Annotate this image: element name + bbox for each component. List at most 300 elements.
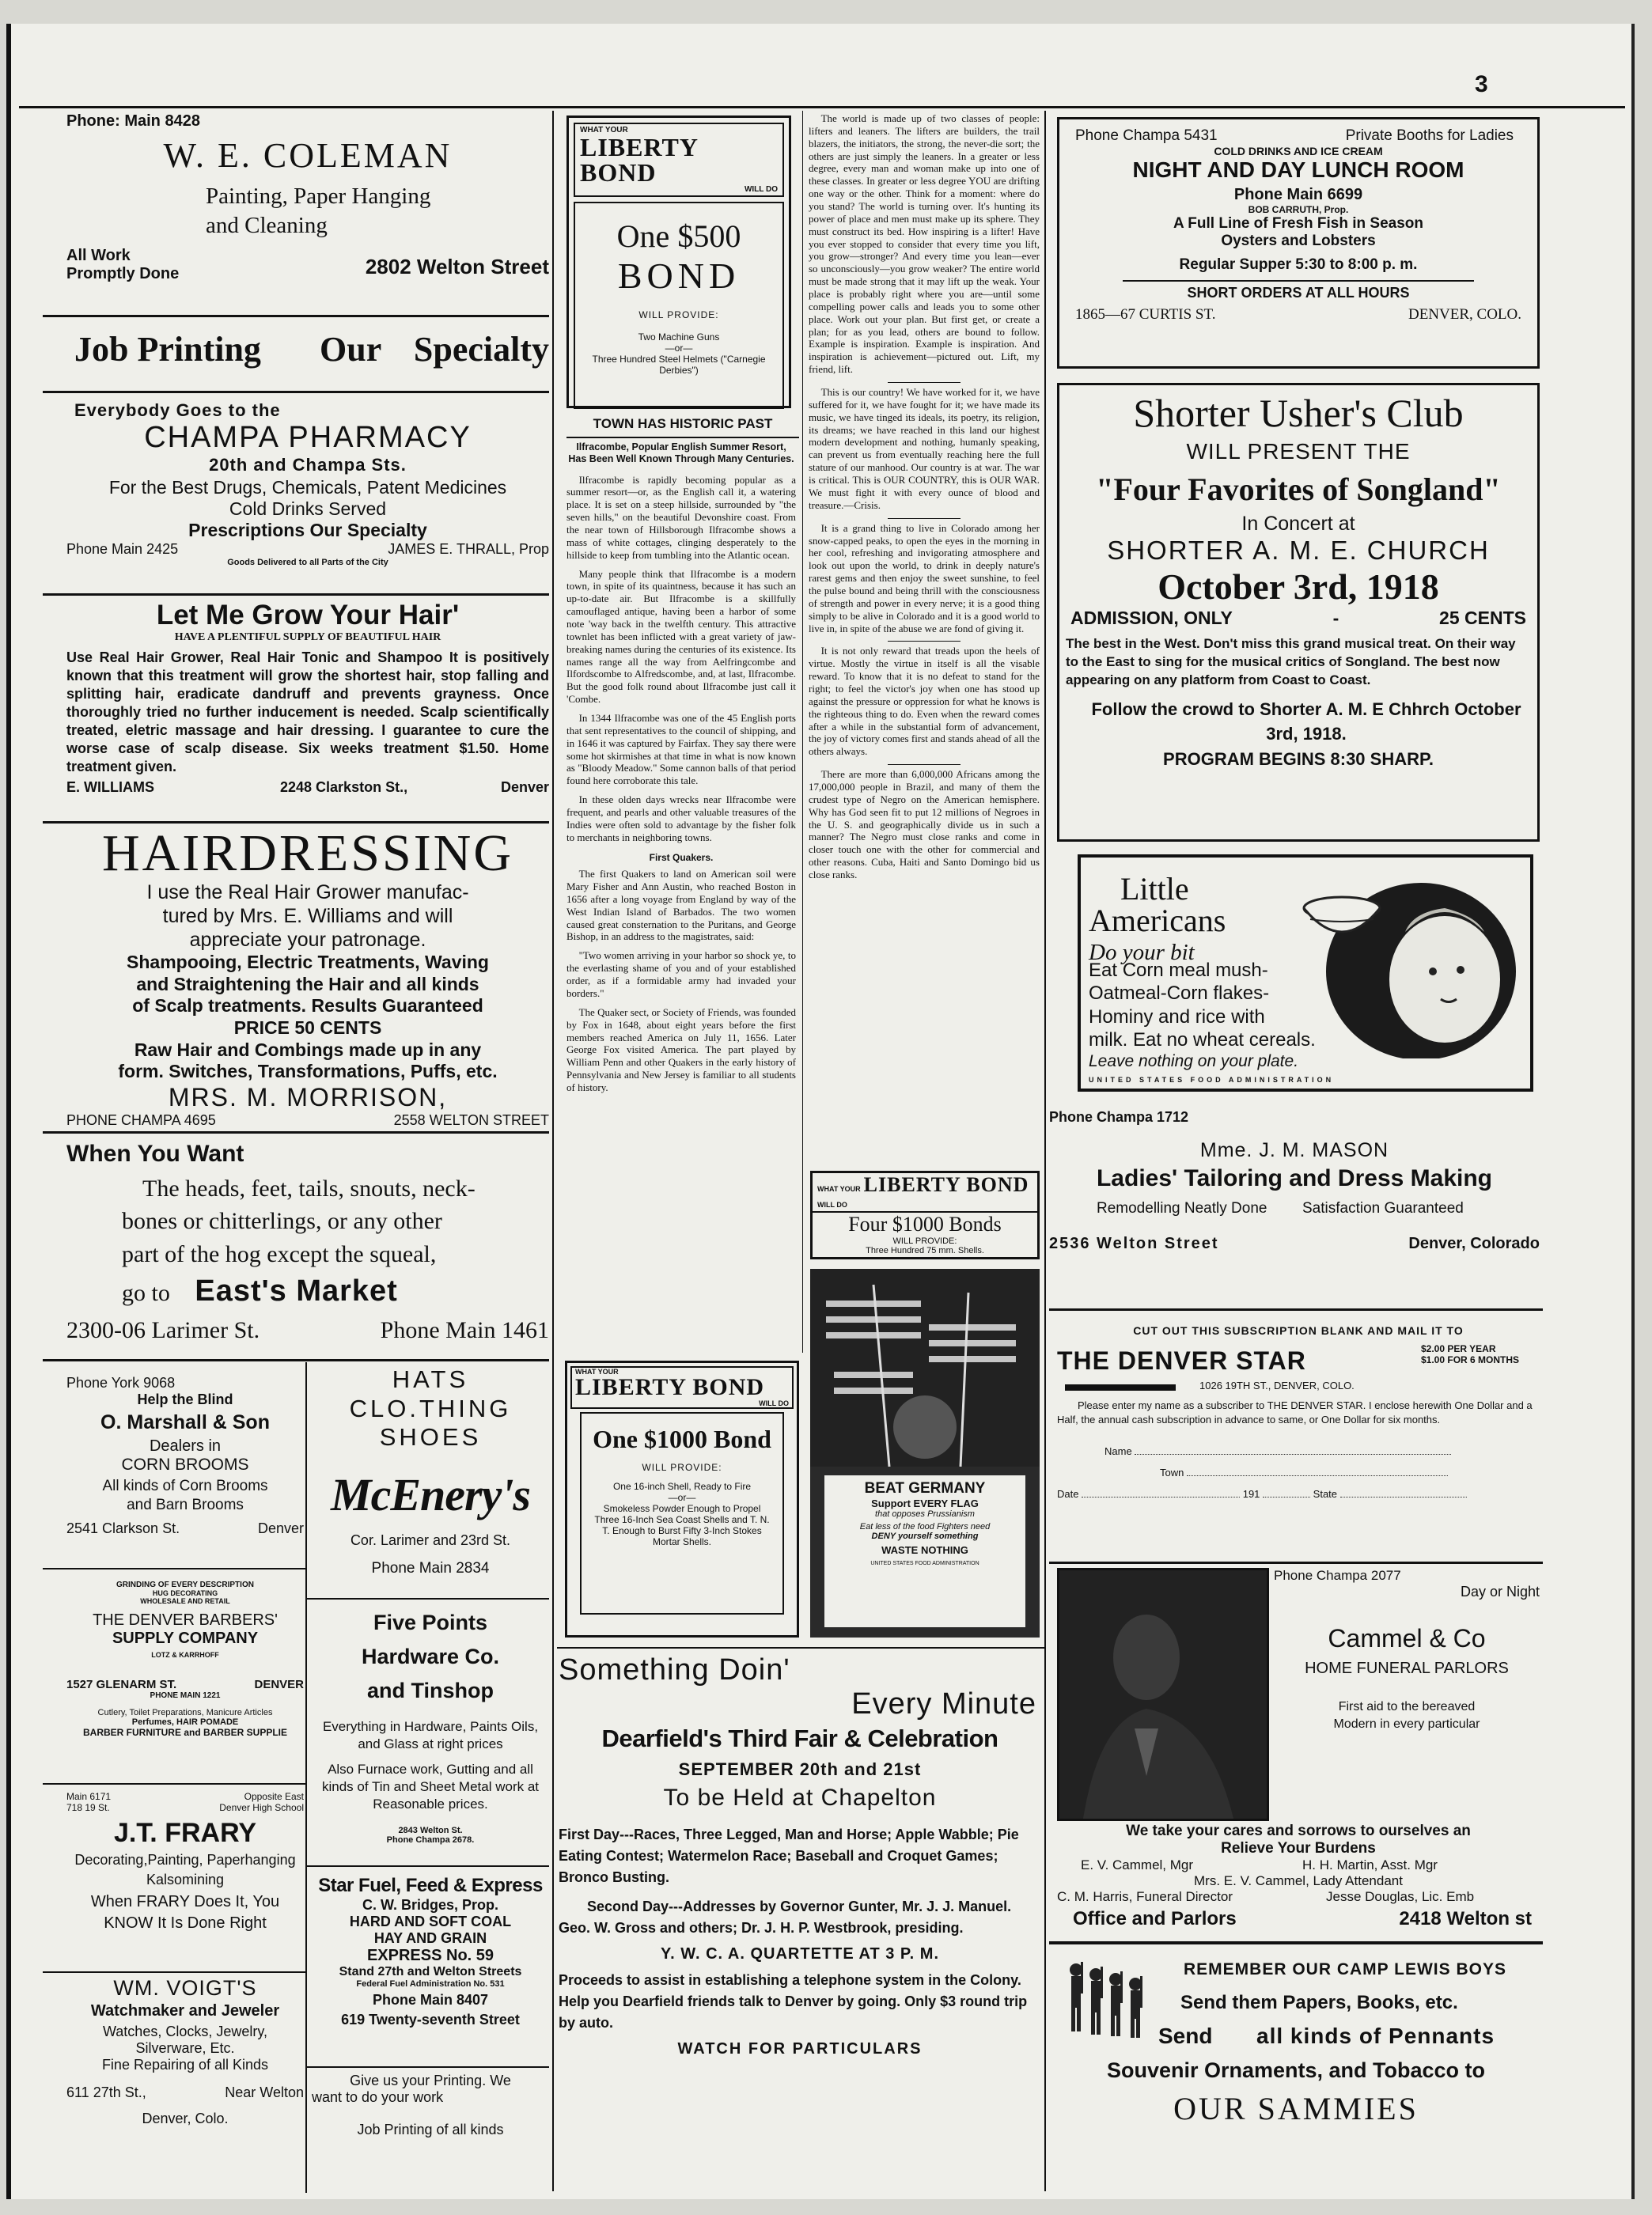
barbers-small4: LOTZ & KARRHOFF xyxy=(151,1651,219,1659)
star-fuel-ad xyxy=(312,1875,549,2065)
lunch-city: DENVER, COLO. xyxy=(1408,306,1521,323)
town-p5: The first Quakers to land on American soil were Mary Fisher and Ann Austin, who reached Boston in 1656 after a long voyage from England by way of the West Indian Island of Barbados. The two women caused great consternation to the Puritans, and George Bishop, in an address to the magistrates, said: xyxy=(566,868,796,943)
printing-ad-bottom xyxy=(312,2073,549,2152)
cammel-parlors: HOME FUNERAL PARLORS xyxy=(1305,1660,1509,1677)
hairdressing-title: HAIRDRESSING xyxy=(101,824,514,882)
editorial-sep1 xyxy=(888,382,961,383)
easts-line3: part of the hog except the squeal, xyxy=(122,1240,437,1267)
bond1-item2: Smokeless Powder Enough to Propel Three 16-Inch Sea Coast Shells and T. N. T. Enough to Burst Fifty 3-Inch Stokes Mortar Shells. xyxy=(594,1503,770,1547)
subscription-price2: $1.00 FOR 6 MONTHS xyxy=(1421,1354,1520,1365)
frary-right2: Denver High School xyxy=(219,1802,304,1813)
barbers-name1: THE DENVER BARBERS' xyxy=(93,1611,278,1629)
subscription-cut: CUT OUT THIS SUBSCRIPTION BLANK AND MAIL IT TO xyxy=(1133,1324,1464,1337)
cammel-staff1b: H. H. Martin, Asst. Mgr xyxy=(1302,1857,1438,1872)
job-printing-w1: Job Printing xyxy=(74,330,261,369)
rule-r3 xyxy=(307,2066,549,2068)
barbers-small3: WHOLESALE AND RETAIL xyxy=(140,1597,230,1605)
mcenery-address: Cor. Larimer and 23rd St. xyxy=(350,1532,511,1548)
lunch-supper: Regular Supper 5:30 to 8:00 p. m. xyxy=(1179,256,1418,273)
usher-concert: In Concert at xyxy=(1241,513,1355,535)
printing-l3: Job Printing of all kinds xyxy=(357,2122,504,2137)
rule-r-sub xyxy=(1049,1562,1543,1564)
lunch-address: 1865—67 CURTIS ST. xyxy=(1075,306,1216,323)
coleman-left2: Promptly Done xyxy=(66,265,180,282)
five-points-b2: Also Furnace work, Gutting and all kinds of Tin and Sheet Metal work at Reasonable prices. xyxy=(321,1761,540,1812)
cammel-aid2: Modern in every particular xyxy=(1333,1717,1480,1731)
bond4-item: Three Hundred 75 mm. Shells. xyxy=(866,1246,984,1255)
lunch-rule xyxy=(1123,280,1474,282)
fair-ywca: Y. W. C. A. QUARTETTE AT 3 P. M. xyxy=(660,1945,940,1963)
fair-day2: Second Day---Addresses by Governor Gunter, Mr. J. J. Manuel. Geo. W. Gross and others; Dr. J. H. P. Westbrook, presiding. xyxy=(559,1899,1012,1936)
coleman-phone: Phone: Main 8428 xyxy=(66,112,200,130)
liberty-bond-500-ad xyxy=(566,115,791,408)
lunch-drinks: COLD DRINKS AND ICE CREAM xyxy=(1214,145,1383,157)
usher-dash: - xyxy=(1332,608,1339,628)
bond4-provide: WILL PROVIDE: xyxy=(892,1236,957,1246)
americans-l1: Little xyxy=(1120,871,1189,907)
subscription-town-field[interactable] xyxy=(1187,1475,1448,1476)
bond1-amount: One $1000 Bond xyxy=(593,1425,771,1453)
frary-line2: Kalsomining xyxy=(146,1872,225,1887)
coleman-ad xyxy=(66,112,549,309)
camp-lewis-ad xyxy=(1049,1949,1543,2147)
barbers-small2: HUG DECORATING xyxy=(152,1589,218,1597)
five-points-phone: Phone Champa 2678. xyxy=(386,1835,475,1846)
camp-lewis-l2: Send them Papers, Books, etc. xyxy=(1180,1992,1458,2013)
lunch-fish: A Full Line of Fresh Fish in Season xyxy=(1173,215,1423,232)
marshall-phone: Phone York 9068 xyxy=(66,1375,176,1391)
lunch-phone1: Phone Champa 5431 xyxy=(1075,127,1218,144)
bond500-item2: Three Hundred Steel Helmets ("Carnegie Derbies") xyxy=(592,354,766,376)
usher-club-ad xyxy=(1057,383,1540,842)
easts-phone: Phone Main 1461 xyxy=(380,1316,549,1343)
fair-top-rule xyxy=(557,1647,1044,1649)
editorial-column xyxy=(809,112,1040,888)
child-with-bowl-illustration xyxy=(1279,861,1532,1058)
marshall-product: CORN BROOMS xyxy=(121,1456,249,1474)
mason-trade: Ladies' Tailoring and Dress Making xyxy=(1096,1165,1493,1191)
voigt-l3: Fine Repairing of all Kinds xyxy=(101,2057,269,2073)
voigt-address: 611 27th St., xyxy=(66,2084,146,2100)
subscription-year: 191 xyxy=(1242,1488,1260,1501)
easts-line2: bones or chitterlings, or any other xyxy=(122,1208,442,1235)
hairdressing-price: PRICE 50 CENTS xyxy=(233,1017,382,1039)
frary-right1: Opposite East xyxy=(244,1791,304,1802)
subscription-town-label: Town xyxy=(1160,1467,1184,1479)
americans-l6: Hominy and rice with xyxy=(1089,1005,1265,1028)
star-fuel-address: 619 Twenty-seventh Street xyxy=(341,2012,520,2028)
americans-l2: Americans xyxy=(1089,903,1226,938)
hair-grow-body: Use Real Hair Grower, Real Hair Tonic and Shampoo It is positively known that this treatment will grow the shortest hair, stop falling and splitting hair, eradicate dandruff and prevents grayness. Once thoroughly tried no further inducement is needed. Scalp scientifically treated, eletric massage and hair dressing. I guarantee to cure the worse case of scalp disease. Six weeks treatment $1.50. Home treatment given. xyxy=(66,649,549,775)
town-headline: TOWN HAS HISTORIC PAST xyxy=(593,416,773,431)
star-fuel-prop: C. W. Bridges, Prop. xyxy=(362,1897,499,1913)
coleman-name: W. E. COLEMAN xyxy=(163,136,453,175)
easts-market-ad xyxy=(66,1141,549,1354)
champa-proprietor: JAMES E. THRALL, Prop xyxy=(388,541,549,557)
liberty-bond-1000-ad xyxy=(565,1361,799,1638)
bond500-willdo: WILL DO xyxy=(744,185,778,194)
hair-grow-city: Denver xyxy=(500,779,549,796)
frary-name: J.T. FRARY xyxy=(113,1818,257,1848)
lunch-name: NIGHT AND DAY LUNCH ROOM xyxy=(1132,157,1464,182)
frary-left-phone: Main 6171 xyxy=(66,1791,112,1802)
beat-germany-poster xyxy=(810,1269,1040,1638)
hairdressing-name: MRS. M. MORRISON, xyxy=(168,1082,448,1111)
portrait-photo xyxy=(1059,1570,1267,1819)
cammel-name: Cammel & Co xyxy=(1328,1624,1486,1653)
subscription-name-label: Name xyxy=(1104,1445,1132,1458)
fair-proceeds: Proceeds to assist in establishing a telephone system in the Colony. Help you Dearfield friends talk to Denver by going. Only $3 round trip by auto. xyxy=(559,1972,1028,2031)
hairdressing-line2: tured by Mrs. E. Williams and will xyxy=(162,905,453,928)
town-p4: In these olden days wrecks near Ilfracombe were frequent, and pearls and other valuable treasures of the Indies were often sold to advantage by the fisher folk to merchants in neighboring towns. xyxy=(566,793,796,843)
marshall-ad xyxy=(66,1375,304,1565)
usher-church: SHORTER A. M. E. CHURCH xyxy=(1107,536,1490,565)
voigt-city: Denver, Colo. xyxy=(142,2111,229,2126)
barbers-phone: PHONE MAIN 1221 xyxy=(150,1691,221,1700)
mason-city: Denver, Colorado xyxy=(1408,1235,1540,1252)
mason-name: Mme. J. M. MASON xyxy=(1199,1139,1389,1161)
camp-lewis-l5: Souvenir Ornaments, and Tobacco to xyxy=(1106,2058,1486,2082)
hats-line1: HATS xyxy=(392,1365,469,1393)
frary-line3: When FRARY Does It, You xyxy=(90,1893,280,1910)
subscription-paper: THE DENVER STAR xyxy=(1057,1346,1306,1375)
barbers-supply-ad xyxy=(66,1581,304,1778)
marching-soldiers-illustration xyxy=(1060,1954,1147,2041)
fair-l2: Every Minute xyxy=(851,1687,1036,1721)
usher-follow: Follow the crowd to Shorter A. M. E Chhrch October 3rd, 1918. xyxy=(1091,699,1521,744)
marshall-dealers: Dealers in xyxy=(149,1437,222,1455)
town-p1: Ilfracombe is rapidly becoming popular as a summer resort—or, as the English call it, a watering place. It is set on a steep hillside, surrounded by "the seven hills," on the beautiful Devonshire coast. From the near town of Hillsborough Ilfracombe shows a mass of white cottages, clinging desperately to the hillside to keep from tumbling into the Atlantic ocean. xyxy=(566,473,796,561)
barbers-l1: Cutlery, Toilet Preparations, Manicure Articles xyxy=(97,1708,273,1717)
fair-place: To be Held at Chapelton xyxy=(663,1785,937,1811)
editorial-sep3 xyxy=(888,641,961,642)
hair-grower-ad xyxy=(66,600,549,813)
rule-l8 xyxy=(43,1783,305,1785)
cammel-staff1a: E. V. Cammel, Mgr xyxy=(1081,1857,1194,1872)
usher-body: The best in the West. Don't miss this grand musical treat. On their way to the East to sing for the musical critics of Songland. The best now appearing on any platform from Coast to Coast. xyxy=(1066,636,1516,687)
americans-l4: Eat Corn meal mush- xyxy=(1089,960,1268,981)
five-points-b1: Everything in Hardware, Paints Oils, and Glass at right prices xyxy=(322,1718,539,1751)
marshall-name: O. Marshall & Son xyxy=(100,1411,270,1433)
star-fuel-phone: Phone Main 8407 xyxy=(372,1992,489,2008)
page-number: 3 xyxy=(1475,71,1488,97)
bond500-amount: One $500 xyxy=(616,218,741,254)
rule-r1 xyxy=(307,1598,549,1600)
column-divider-1 xyxy=(552,111,554,2191)
frary-left-address: 718 19 St. xyxy=(66,1802,110,1813)
rule-l2 xyxy=(43,391,549,393)
cammel-hours: Day or Night xyxy=(1460,1584,1540,1600)
lunch-phone2: Phone Main 6699 xyxy=(1233,186,1363,203)
hairdressing-line1: I use the Real Hair Grower manufac- xyxy=(146,881,469,904)
barbers-l2: Perfumes, HAIR POMADE xyxy=(131,1717,239,1727)
lunch-room-ad xyxy=(1057,117,1540,369)
editorial-p5: There are more than 6,000,000 Africans among the 17,000,000 people in Brazil, and many of them the crudest type of Negro on the American hemisphere. Why has God seen fit to put 12 millions of Negroes in the U. S. and geographically divide us in such a manner? The Negro must close ranks and come in closer touch one with the other for commercial and other reasons. Cuba, Haiti and Santo Domingo bid us close ranks. xyxy=(809,768,1040,880)
champa-pharmacy-ad xyxy=(66,400,549,590)
five-points-l1: Five Points xyxy=(373,1611,488,1634)
job-printing-w2: Our xyxy=(320,330,382,369)
job-printing-banner xyxy=(74,329,549,384)
hairdressing-line7: Raw Hair and Combings made up in any xyxy=(134,1039,482,1060)
camp-lewis-l3: Send xyxy=(1158,2024,1213,2048)
barbers-city: DENVER xyxy=(254,1678,304,1691)
barbers-name2: SUPPLY COMPANY xyxy=(112,1630,259,1647)
bond4-header: WHAT YOUR xyxy=(817,1185,861,1193)
bond1-header: WHAT YOUR xyxy=(575,1368,619,1376)
hair-grow-title: Let Me Grow Your Hair' xyxy=(156,600,460,630)
mcenery-ad xyxy=(312,1365,549,1595)
subscription-date-label: Date xyxy=(1057,1488,1079,1501)
star-fuel-l1: HARD AND SOFT COAL xyxy=(349,1914,512,1929)
flags-illustration xyxy=(810,1269,1040,1467)
coleman-line1: Painting, Paper Hanging xyxy=(206,184,431,209)
mcenery-logo: McEnery's xyxy=(331,1468,530,1520)
star-fuel-l4: Stand 27th and Welton Streets xyxy=(339,1965,522,1978)
cammel-photo xyxy=(1057,1568,1269,1821)
hairdressing-line8: form. Switches, Transformations, Puffs, etc. xyxy=(118,1061,498,1082)
fair-title: Dearfield's Third Fair & Celebration xyxy=(601,1725,998,1752)
hairdressing-line6: of Scalp treatments. Results Guaranteed xyxy=(132,995,483,1017)
barbers-address: 1527 GLENARM ST. xyxy=(66,1678,177,1691)
bond500-liberty: LIBERTY BOND xyxy=(580,133,698,187)
marshall-help: Help the Blind xyxy=(137,1391,233,1407)
column-divider-2 xyxy=(1044,111,1046,2191)
star-fuel-l2: HAY AND GRAIN xyxy=(373,1930,487,1946)
frary-line1: Decorating,Painting, Paperhanging xyxy=(74,1852,296,1868)
coleman-address: 2802 Welton Street xyxy=(365,255,549,278)
editorial-sep4 xyxy=(888,764,961,765)
easts-heading: When You Want xyxy=(66,1141,244,1167)
bond4-liberty: LIBERTY BOND xyxy=(863,1173,1029,1196)
easts-goto: go to xyxy=(122,1280,170,1307)
rule-l1 xyxy=(43,315,549,317)
barbers-l3: BARBER FURNITURE and BARBER SUPPLIE xyxy=(82,1727,287,1738)
bond500-kind: BOND xyxy=(617,256,741,296)
town-article xyxy=(566,441,796,1100)
easts-address: 2300-06 Larimer St. xyxy=(66,1316,260,1343)
rule-l4 xyxy=(43,821,549,824)
americans-l5: Oatmeal-Corn flakes- xyxy=(1089,983,1270,1005)
lunch-prop: BOB CARRUTH, Prop. xyxy=(1248,204,1349,215)
camp-lewis-l4: all kinds of Pennants xyxy=(1256,2024,1495,2048)
hats-line3: SHOES xyxy=(379,1423,482,1452)
town-subhead2: First Quakers. xyxy=(649,851,714,863)
frary-line4: KNOW It Is Done Right xyxy=(104,1914,267,1932)
rule-r-mason xyxy=(1049,1308,1543,1311)
rule-r2 xyxy=(307,1865,549,1867)
editorial-p1: The world is made up of two classes of people: lifters and leaners. The lifters are builders, the trail blazers, the initiators, the strong, the never-die sort; the others are just simply the leaners. In a greater or less degree, every man and woman make up into one of these classes. In greater or less degree YOU are drifting one way or the other. Think for a moment: where do you stand? The world is turning over. It's hunting its power of place and men must make up its sphere. They must construct its bed. How inspiring is a lifter! Have you ever stopped to consider that every time you lift, you grow—stronger? And every time you lean—ever so unconsciously—you grow weaker? The entire world must be made strong that it may lift up the weak. Your place is probably right where you are—until some compelling power calls and leads you to some other place. Work out your plan. But first get, or create a plan; for as you lead, others are bound to follow. Example is inspiration. Example is inspiration. And inspiration is achievement—pictured out. Lift, my friend, lift. xyxy=(809,112,1040,376)
cammel-care2: Relieve Your Burdens xyxy=(1221,1840,1376,1857)
dearfield-fair-ad xyxy=(559,1653,1041,2160)
left-subcolumn-divider xyxy=(305,1362,307,2193)
subscription-masthead-bar xyxy=(1065,1384,1176,1391)
usher-show: "Four Favorites of Songland" xyxy=(1096,471,1501,507)
fair-dates: SEPTEMBER 20th and 21st xyxy=(678,1759,922,1779)
lunch-booths: Private Booths for Ladies xyxy=(1345,127,1514,144)
printing-l2: want to do your work xyxy=(312,2089,444,2105)
cammel-aid1: First aid to the bereaved xyxy=(1338,1700,1476,1713)
five-points-ad xyxy=(312,1606,549,1859)
hairdressing-line4: Shampooing, Electric Treatments, Waving xyxy=(127,952,489,973)
americans-footer: UNITED STATES FOOD ADMINISTRATION xyxy=(1089,1076,1335,1084)
marshall-city: Denver xyxy=(257,1520,304,1536)
voigt-l2: Silverware, Etc. xyxy=(135,2040,235,2056)
champa-line2: Cold Drinks Served xyxy=(229,498,387,519)
cammel-ad-text xyxy=(1274,1568,1540,1821)
bond500-header: WHAT YOUR xyxy=(580,126,628,134)
rule-l3 xyxy=(43,593,549,596)
town-p3: In 1344 Ilfracombe was one of the 45 English ports that sent representatives to the council of shipping, and in 1646 it was captured by Fairfax. They say there were some hot skirmishes at that time in what is now known as "Bloody Meadow." Some cannon balls of that period found here corroborate this tale. xyxy=(566,711,796,787)
mason-ad xyxy=(1049,1139,1540,1305)
usher-title: Shorter Usher's Club xyxy=(1133,391,1464,435)
mid-subcolumn-divider xyxy=(802,111,803,1353)
marshall-line2: and Barn Brooms xyxy=(127,1497,244,1513)
mcenery-phone: Phone Main 2834 xyxy=(371,1559,490,1577)
fair-l1: Something Doin' xyxy=(559,1653,790,1687)
editorial-p3: It is a grand thing to live in Colorado among her snow-capped peaks, to open the eyes in the morning in her cool, refreshing and invigorating atmosphere and look out upon the world, to drink in deeply nature's rarest gems and then enjoy the sweet sunshine, to feel the pulse bound and being thrill with the consciousness of strength and power in every nerve; it is a good thing simply to be alive in Colorado and it is a good world to live in, in spite of the abuse we are fond of giving it. xyxy=(809,521,1040,634)
marshall-line1: All kinds of Corn Brooms xyxy=(102,1478,268,1494)
fair-watch: WATCH FOR PARTICULARS xyxy=(677,2040,923,2058)
cammel-staff3a: C. M. Harris, Funeral Director xyxy=(1057,1889,1233,1904)
star-fuel-title: Star Fuel, Feed & Express xyxy=(318,1875,543,1896)
rule-l9 xyxy=(43,1971,305,1973)
hair-grow-subtitle: HAVE A PLENTIFUL SUPPLY OF BEAUTIFUL HAIR xyxy=(174,631,441,643)
poster-l4: Eat less of the food Fighters need xyxy=(859,1522,991,1532)
usher-date: October 3rd, 1918 xyxy=(1158,566,1439,607)
star-fuel-l5: Federal Fuel Administration No. 531 xyxy=(356,1979,505,1989)
editorial-p2: This is our country! We have worked for it, we have suffered for it, we have fought for it; we have made its music, we have tinged its ideals, its poetry, its religion, its dreams; we have reached in this land our highest modern development and nothing, humanly speaking, can prevent us from eventually reaching here the full stature of our manhood. Our country is at war. The war is critical. This is OUR COUNTRY, this is OUR WAR. We must fight it with every ounce of blood and treasure.—Crisis. xyxy=(809,386,1040,511)
cammel-address: 2418 Welton st xyxy=(1399,1908,1532,1929)
cammel-phone: Phone Champa 2077 xyxy=(1274,1568,1401,1583)
newspaper-page xyxy=(6,24,1635,2199)
voigt-name: WM. VOIGT'S xyxy=(113,1976,257,2000)
editorial-sep2 xyxy=(888,518,961,519)
cammel-staff3b: Jesse Douglas, Lic. Emb xyxy=(1326,1889,1475,1904)
town-p6: "Two women arriving in your harbor so shock ye, to the everlasting shame of you and of your established order, as if a formidable army had invaded your borders." xyxy=(566,949,796,999)
champa-delivery: Goods Delivered to all Parts of the City xyxy=(227,558,388,567)
champa-intro: Everybody Goes to the xyxy=(74,400,281,420)
bond1-item1: One 16-inch Shell, Ready to Fire xyxy=(612,1481,752,1492)
bond1-liberty: LIBERTY BOND xyxy=(575,1374,765,1400)
little-americans-ad xyxy=(1078,854,1533,1092)
americans-l7: milk. Eat no wheat cereals. xyxy=(1089,1028,1316,1051)
cammel-staff2: Mrs. E. V. Cammel, Lady Attendant xyxy=(1194,1873,1403,1888)
bond1-provide: WILL PROVIDE: xyxy=(642,1462,722,1473)
voigt-near: Near Welton xyxy=(225,2084,304,2100)
coleman-line2: and Cleaning xyxy=(206,213,328,238)
cammel-care1: We take your cares and sorrows to ourselves an xyxy=(1126,1823,1471,1839)
lunch-short: SHORT ORDERS AT ALL HOURS xyxy=(1187,285,1410,301)
mason-address: 2536 Welton Street xyxy=(1049,1235,1219,1252)
coleman-left1: All Work xyxy=(66,247,131,264)
barbers-small1: GRINDING OF EVERY DESCRIPTION xyxy=(116,1581,254,1589)
poster-l1: BEAT GERMANY xyxy=(864,1480,986,1497)
champa-line3: Prescriptions Our Specialty xyxy=(188,520,427,540)
marshall-address: 2541 Clarkson St. xyxy=(66,1520,180,1536)
hairdressing-address: 2558 WELTON STREET xyxy=(393,1111,549,1128)
rule-l7 xyxy=(43,1568,305,1569)
usher-program: PROGRAM BEGINS 8:30 SHARP. xyxy=(1163,749,1434,770)
poster-l2: Support EVERY FLAG xyxy=(871,1497,979,1509)
poster-l5: DENY yourself something xyxy=(871,1532,979,1541)
cammel-ad-footer xyxy=(1057,1823,1540,1941)
liberty-bond-4000-ad xyxy=(810,1171,1040,1259)
star-fuel-l3: EXPRESS No. 59 xyxy=(366,1947,494,1964)
champa-line1: For the Best Drugs, Chemicals, Patent Medicines xyxy=(108,477,507,498)
champa-phone: Phone Main 2425 xyxy=(66,541,179,557)
hats-line2: CLO.THING xyxy=(349,1394,512,1422)
mason-phone: Phone Champa 1712 xyxy=(1049,1109,1189,1125)
americans-l8: Leave nothing on your plate. xyxy=(1089,1052,1299,1071)
town-p7: The Quaker sect, or Society of Friends, was founded by Fox in 1648, about eight years before the first members reached America on July 11, 1656. Later George Fox visited America. The part played by William Penn and other Quakers in the early history of Pennsylvania and New Jersey is familiar to all students of history. xyxy=(566,1005,796,1093)
subscription-name-field[interactable] xyxy=(1135,1454,1451,1455)
hairdressing-phone: PHONE CHAMPA 4695 xyxy=(66,1111,216,1128)
frary-ad xyxy=(66,1791,304,1970)
fair-day1: First Day---Races, Three Legged, Man and Horse; Apple Wabble; Pie Eating Contest; Watermelon Race; Baseball and Croquet Games; Bronco Busting. xyxy=(559,1827,1019,1885)
hairdressing-line3: appreciate your patronage. xyxy=(189,929,426,952)
easts-name: East's Market xyxy=(195,1274,398,1308)
easts-line1: The heads, feet, tails, snouts, neck- xyxy=(142,1176,476,1202)
bond500-or: —or— xyxy=(665,343,693,354)
town-p2: Many people think that Ilfracombe is a modern town, in spite of its quaintness, because it has such an up-to-date air. But Ilfracombe is a skillfully camouflaged antique, having been a harbor of some note 'way back in the twelfth century. This attractive townlet has been inflicted with a great variety of jaw-breaking names during the centuries of its existence. Its names range all the way from Aelfringcombe and Ilfordscombe to Alfredscombe, and, at last, Ilfracombe. But the good folk round about Ilfracombe just call it 'Combe. xyxy=(566,567,796,706)
champa-name: CHAMPA PHARMACY xyxy=(144,421,472,454)
poster-l6: WASTE NOTHING xyxy=(881,1544,968,1556)
rule-l5 xyxy=(43,1131,549,1134)
americans-l3: Do your bit xyxy=(1089,940,1195,965)
poster-l7: UNITED STATES FOOD ADMINISTRATION xyxy=(870,1561,979,1566)
champa-address: 20th and Champa Sts. xyxy=(209,455,407,475)
voigt-trade: Watchmaker and Jeweler xyxy=(90,2002,280,2020)
subscription-blank xyxy=(1057,1324,1540,1554)
bond4-willdo: WILL DO xyxy=(817,1201,847,1209)
job-printing-w3: Specialty xyxy=(413,330,549,369)
town-rule xyxy=(566,437,799,438)
hair-grow-name: E. WILLIAMS xyxy=(66,779,154,796)
hair-grow-address: 2248 Clarkston St., xyxy=(280,779,408,796)
usher-price: 25 CENTS xyxy=(1439,608,1526,628)
five-points-l3: and Tinshop xyxy=(367,1679,494,1703)
five-points-l2: Hardware Co. xyxy=(361,1645,500,1669)
subscription-price1: $2.00 PER YEAR xyxy=(1421,1343,1496,1354)
rule-r-cammel xyxy=(1049,1941,1543,1944)
printing-l1: Give us your Printing. We xyxy=(350,2073,511,2088)
subscription-state-label: State xyxy=(1313,1488,1338,1501)
camp-lewis-l1: REMEMBER OUR CAMP LEWIS BOYS xyxy=(1184,1960,1506,1978)
poster-l3: that opposes Prussianism xyxy=(875,1509,975,1519)
bond1-willdo: WILL DO xyxy=(759,1399,789,1407)
rule-l6 xyxy=(43,1359,549,1361)
lunch-oysters: Oysters and Lobsters xyxy=(1221,233,1376,249)
editorial-p4: It is not only reward that treads upon the heels of virtue. Mostly the virtue in itself is all the visable reward. To know that it is no defeat to stand for the right; to feel the victor's joy when one has stood up against the pressure or oppression for what he knows is the righteous thing to do. Even when the reward comes after a while in the substantial form of advancement, the joy of victory comes first and stands ahead of all the others always. xyxy=(809,645,1040,758)
cammel-office: Office and Parlors xyxy=(1073,1908,1237,1929)
town-subhead: Ilfracombe, Popular English Summer Resort, Has Been Well Known Through Many Centuries. xyxy=(568,441,794,465)
bond500-item1: Two Machine Guns xyxy=(638,331,720,343)
five-points-address: 2843 Welton St. xyxy=(398,1826,463,1836)
usher-admission: ADMISSION, ONLY xyxy=(1070,608,1233,628)
mason-right: Satisfaction Guaranteed xyxy=(1302,1200,1464,1217)
usher-present: WILL PRESENT THE xyxy=(1186,439,1411,464)
hairdressing-line5: and Straightening the Hair and all kinds xyxy=(136,973,479,994)
voigt-l1: Watches, Clocks, Jewelry, xyxy=(102,2024,268,2039)
bond1-or: —or— xyxy=(668,1492,696,1503)
top-rule xyxy=(19,106,1625,108)
subscription-body: Please enter my name as a subscriber to THE DENVER STAR. I enclose herewith One Dollar and a Half, the annual cash subscription in advance to same, or One Dollar for six months. xyxy=(1057,1399,1533,1426)
mason-left: Remodelling Neatly Done xyxy=(1097,1200,1267,1217)
camp-lewis-l6: OUR SAMMIES xyxy=(1173,2091,1419,2126)
subscription-address: 1026 19TH ST., DENVER, COLO. xyxy=(1199,1380,1355,1391)
bond500-provide: WILL PROVIDE: xyxy=(638,309,719,320)
voigt-ad xyxy=(66,1976,304,2190)
